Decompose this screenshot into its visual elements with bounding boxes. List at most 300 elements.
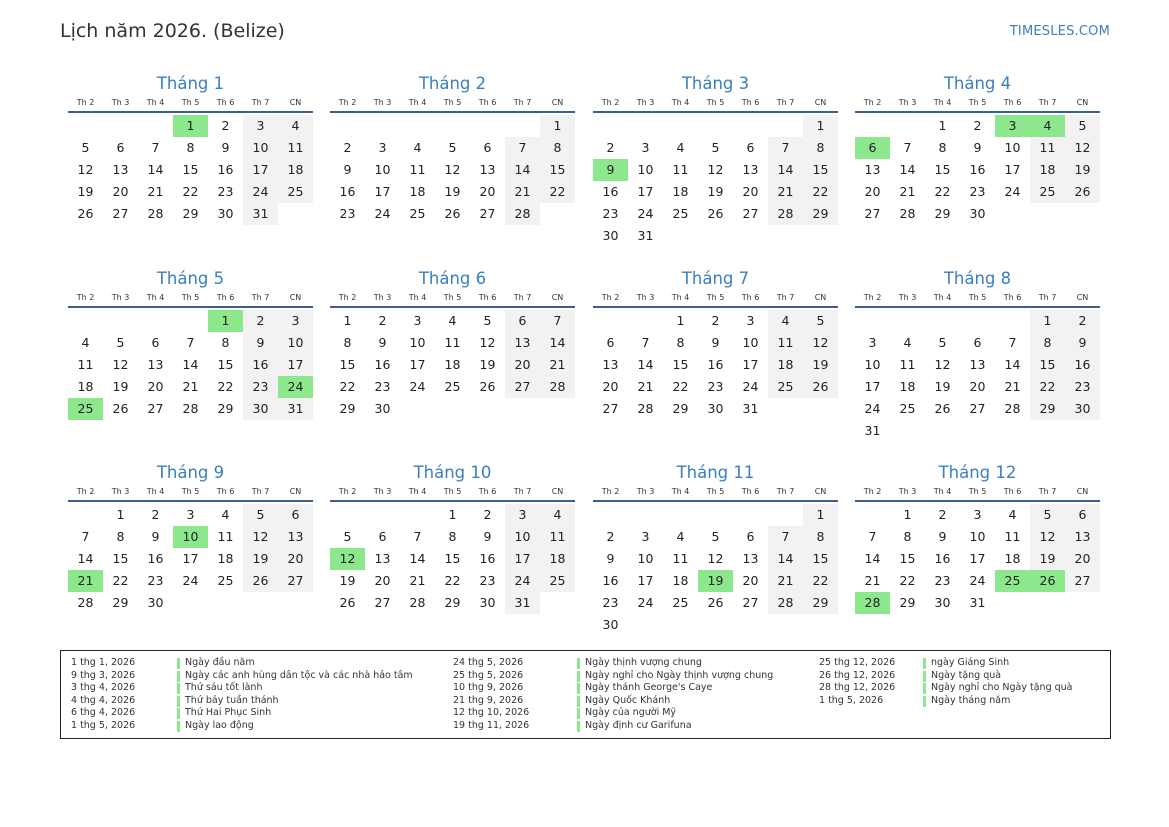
day-cell: 26	[112, 401, 129, 416]
weekday-header	[593, 97, 838, 113]
legend-item	[453, 720, 835, 733]
empty-cell	[330, 115, 365, 137]
day-cell: 24	[243, 181, 278, 203]
weekday-label: Th 7	[513, 487, 532, 496]
legend-holiday-name: Ngày Quốc Khánh	[585, 694, 671, 706]
day-cell: 25	[444, 379, 461, 394]
day-cell: 23	[243, 376, 278, 398]
weekday-label: Th 6	[741, 487, 760, 496]
legend-holiday-name: Thứ bảy tuần thánh	[185, 694, 279, 706]
day-cell: 14	[768, 548, 803, 570]
day-cell: 19	[112, 379, 129, 394]
day-cell: 3	[413, 313, 422, 328]
day-cell: 10	[637, 162, 654, 177]
day-cell: 16	[934, 551, 951, 566]
month-1	[68, 73, 313, 225]
weekday-label: Th 2	[863, 293, 882, 302]
day-cell: 17	[1004, 162, 1021, 177]
day-cell: 9	[483, 529, 492, 544]
weekday-label: Th 3	[111, 293, 130, 302]
day-cell: 24	[969, 573, 986, 588]
month-4	[855, 73, 1100, 225]
day-cell: 27	[602, 401, 619, 416]
weekday-label: Th 7	[513, 293, 532, 302]
weekday-label: Th 5	[706, 98, 725, 107]
legend-marker	[177, 658, 180, 669]
day-cell: 19	[77, 184, 94, 199]
day-cell: 11	[899, 357, 916, 372]
day-cell: 20	[479, 184, 496, 199]
legend-date: 12 thg 10, 2026	[453, 707, 530, 719]
day-cell: 20	[147, 379, 164, 394]
day-cell: 27	[1065, 570, 1100, 592]
empty-cell	[365, 504, 400, 526]
weekday-label: CN	[814, 487, 827, 496]
day-cell: 27	[742, 206, 759, 221]
day-cell: 10	[969, 529, 986, 544]
day-cell: 28	[1004, 401, 1021, 416]
day-cell: 8	[803, 137, 838, 159]
legend-marker	[177, 708, 180, 719]
day-cell: 12	[803, 332, 838, 354]
day-cell: 15	[339, 357, 356, 372]
legend-date: 6 thg 4, 2026	[71, 707, 136, 719]
weekday-label: Th 4	[933, 487, 952, 496]
empty-cell	[855, 115, 890, 137]
day-cell: 20	[742, 184, 759, 199]
day-cell: 18	[444, 357, 461, 372]
day-cell: 21	[899, 184, 916, 199]
day-cell: 20	[112, 184, 129, 199]
day-cell: 28	[505, 203, 540, 225]
day-cell: 5	[116, 335, 125, 350]
day-cell: 28	[540, 376, 575, 398]
month-8	[855, 268, 1100, 442]
day-cell: 2	[973, 118, 982, 133]
day-cell: 1	[116, 507, 125, 522]
day-cell: 28	[182, 401, 199, 416]
day-cell: 10	[864, 357, 881, 372]
day-cell: 24	[742, 379, 759, 394]
day-cell: 6	[1065, 504, 1100, 526]
day-cell: 2	[606, 140, 615, 155]
legend-item	[453, 670, 835, 683]
day-cell: 17	[969, 551, 986, 566]
day-cell: 9	[938, 529, 947, 544]
weekday-label: CN	[551, 487, 564, 496]
day-cell: 1	[938, 118, 947, 133]
day-cell: 27	[374, 595, 391, 610]
empty-cell	[960, 310, 995, 332]
day-cell: 26	[339, 595, 356, 610]
month-12	[855, 462, 1100, 614]
day-cell: 12	[934, 357, 951, 372]
holiday-legend	[60, 650, 1111, 739]
day-cell: 30	[479, 595, 496, 610]
day-cell: 31	[637, 228, 654, 243]
legend-date: 1 thg 5, 2026	[71, 719, 136, 731]
day-cell: 7	[186, 335, 195, 350]
day-cell: 21	[540, 354, 575, 376]
empty-cell	[855, 504, 890, 526]
day-cell: 3	[243, 115, 278, 137]
weekday-label: Th 5	[443, 98, 462, 107]
day-cell: 11	[409, 162, 426, 177]
day-cell: 11	[672, 551, 689, 566]
day-cell: 18	[540, 548, 575, 570]
day-cell: 17	[505, 548, 540, 570]
legend-date: 25 thg 12, 2026	[819, 657, 896, 668]
weekday-label: Th 3	[636, 293, 655, 302]
weekday-label: Th 2	[601, 293, 620, 302]
days-grid	[855, 310, 1100, 442]
weekday-label: CN	[551, 98, 564, 107]
days-grid	[593, 115, 838, 247]
month-title: Tháng 9	[156, 463, 225, 482]
legend-date: 25 thg 5, 2026	[453, 669, 524, 681]
day-cell: 22	[339, 379, 356, 394]
day-cell: 15	[672, 357, 689, 372]
day-cell: 17	[374, 184, 391, 199]
day-cell: 18	[409, 184, 426, 199]
day-cell: 23	[707, 379, 724, 394]
day-cell: 4	[903, 335, 912, 350]
legend-item	[453, 707, 835, 720]
day-cell: 27	[147, 401, 164, 416]
site-link[interactable]: TIMESLES.COM	[1009, 24, 1110, 39]
holiday-day-cell: 26	[1030, 570, 1065, 592]
legend-item	[71, 657, 435, 670]
days-grid	[593, 310, 838, 420]
weekday-label: CN	[1076, 487, 1089, 496]
day-cell: 17	[637, 184, 654, 199]
day-cell: 13	[147, 357, 164, 372]
legend-date: 1 thg 5, 2026	[819, 694, 884, 706]
day-cell: 22	[803, 570, 838, 592]
month-9	[68, 462, 313, 614]
day-cell: 3	[868, 335, 877, 350]
day-cell: 18	[672, 573, 689, 588]
day-cell: 24	[374, 206, 391, 221]
legend-holiday-name: Ngày nghỉ cho Ngày tặng quà	[931, 682, 1073, 694]
day-cell: 17	[742, 357, 759, 372]
month-title: Tháng 8	[943, 269, 1012, 288]
weekday-label: Th 3	[111, 487, 130, 496]
day-cell: 5	[938, 335, 947, 350]
day-cell: 2	[243, 310, 278, 332]
empty-cell	[68, 504, 103, 526]
day-cell: 11	[1004, 529, 1021, 544]
day-cell: 17	[864, 379, 881, 394]
days-grid	[68, 115, 313, 225]
weekday-label: Th 2	[601, 98, 620, 107]
day-cell: 30	[147, 595, 164, 610]
empty-cell	[593, 310, 628, 332]
day-cell: 7	[868, 529, 877, 544]
day-cell: 26	[707, 595, 724, 610]
legend-holiday-name: Ngày lao động	[185, 719, 254, 731]
day-cell: 2	[378, 313, 387, 328]
day-cell: 30	[602, 617, 619, 632]
holiday-day-cell: 6	[855, 137, 890, 159]
weekday-label: Th 5	[706, 487, 725, 496]
day-cell: 19	[339, 573, 356, 588]
legend-marker	[577, 696, 580, 707]
day-cell: 6	[746, 529, 755, 544]
day-cell: 9	[221, 140, 230, 155]
day-cell: 27	[505, 376, 540, 398]
weekday-label: Th 4	[933, 98, 952, 107]
day-cell: 8	[676, 335, 685, 350]
day-cell: 27	[969, 401, 986, 416]
day-cell: 15	[540, 159, 575, 181]
day-cell: 28	[77, 595, 94, 610]
day-cell: 12	[479, 335, 496, 350]
day-cell: 26	[479, 379, 496, 394]
month-title: Tháng 1	[156, 74, 225, 93]
day-cell: 30	[243, 398, 278, 420]
empty-cell	[68, 115, 103, 137]
day-cell: 27	[278, 570, 313, 592]
weekday-label: Th 4	[671, 293, 690, 302]
day-cell: 30	[707, 401, 724, 416]
weekday-label: Th 5	[968, 98, 987, 107]
legend-holiday-name: Ngày định cư Garifuna	[585, 719, 692, 731]
empty-cell	[330, 504, 365, 526]
weekday-header	[68, 97, 313, 113]
day-cell: 22	[112, 573, 129, 588]
day-cell: 16	[1065, 354, 1100, 376]
day-cell: 5	[803, 310, 838, 332]
day-cell: 6	[746, 140, 755, 155]
day-cell: 5	[81, 140, 90, 155]
day-cell: 20	[374, 573, 391, 588]
day-cell: 8	[1030, 332, 1065, 354]
day-cell: 14	[182, 357, 199, 372]
month-title: Tháng 10	[413, 463, 492, 482]
day-cell: 25	[768, 376, 803, 398]
day-cell: 19	[707, 184, 724, 199]
day-cell: 30	[217, 206, 234, 221]
day-cell: 16	[217, 162, 234, 177]
day-cell: 4	[278, 115, 313, 137]
empty-cell	[663, 115, 698, 137]
day-cell: 27	[112, 206, 129, 221]
day-cell: 16	[339, 184, 356, 199]
day-cell: 18	[77, 379, 94, 394]
day-cell: 10	[374, 162, 391, 177]
holiday-day-cell: 25	[68, 398, 103, 420]
day-cell: 14	[147, 162, 164, 177]
month-7	[593, 268, 838, 420]
day-cell: 20	[505, 354, 540, 376]
day-cell: 1	[343, 313, 352, 328]
day-cell: 11	[672, 162, 689, 177]
empty-cell	[470, 115, 505, 137]
day-cell: 22	[540, 181, 575, 203]
day-cell: 13	[374, 551, 391, 566]
holiday-day-cell: 1	[208, 310, 243, 332]
day-cell: 16	[602, 184, 619, 199]
day-cell: 31	[742, 401, 759, 416]
day-cell: 6	[278, 504, 313, 526]
empty-cell	[68, 310, 103, 332]
days-grid	[68, 504, 313, 614]
legend-holiday-name: Ngày tháng năm	[931, 694, 1011, 706]
day-cell: 21	[147, 184, 164, 199]
legend-date: 1 thg 1, 2026	[71, 657, 136, 668]
day-cell: 21	[637, 379, 654, 394]
day-cell: 4	[676, 529, 685, 544]
day-cell: 24	[637, 595, 654, 610]
day-cell: 28	[768, 203, 803, 225]
day-cell: 4	[221, 507, 230, 522]
weekday-label: Th 5	[181, 98, 200, 107]
legend-item	[819, 657, 1169, 670]
day-cell: 29	[1030, 398, 1065, 420]
weekday-label: Th 4	[671, 487, 690, 496]
day-cell: 31	[969, 595, 986, 610]
holiday-day-cell: 1	[173, 115, 208, 137]
weekday-label: Th 2	[338, 487, 357, 496]
day-cell: 10	[278, 332, 313, 354]
day-cell: 2	[938, 507, 947, 522]
weekday-label: Th 6	[216, 487, 235, 496]
weekday-label: Th 3	[898, 487, 917, 496]
month-title: Tháng 7	[681, 269, 750, 288]
day-cell: 24	[505, 570, 540, 592]
day-cell: 1	[803, 115, 838, 137]
day-cell: 23	[934, 573, 951, 588]
day-cell: 13	[969, 357, 986, 372]
month-6	[330, 268, 575, 420]
weekday-header	[855, 97, 1100, 113]
day-cell: 15	[803, 548, 838, 570]
day-cell: 8	[540, 137, 575, 159]
empty-cell	[103, 310, 138, 332]
empty-cell	[855, 310, 890, 332]
day-cell: 30	[602, 228, 619, 243]
weekday-label: Th 4	[146, 487, 165, 496]
day-cell: 28	[637, 401, 654, 416]
day-cell: 31	[243, 203, 278, 225]
day-cell: 11	[278, 137, 313, 159]
day-cell: 30	[1065, 398, 1100, 420]
day-cell: 16	[602, 573, 619, 588]
empty-cell	[663, 504, 698, 526]
day-cell: 7	[903, 140, 912, 155]
holiday-day-cell: 4	[1030, 115, 1065, 137]
day-cell: 2	[151, 507, 160, 522]
legend-holiday-name: Ngày của người Mỹ	[585, 707, 677, 719]
legend-date: 9 thg 3, 2026	[71, 669, 136, 681]
day-cell: 30	[374, 401, 391, 416]
day-cell: 23	[969, 184, 986, 199]
day-cell: 1	[448, 507, 457, 522]
day-cell: 8	[448, 529, 457, 544]
day-cell: 23	[339, 206, 356, 221]
day-cell: 14	[1004, 357, 1021, 372]
day-cell: 1	[676, 313, 685, 328]
day-cell: 19	[1065, 159, 1100, 181]
days-grid	[330, 310, 575, 420]
legend-marker	[923, 696, 926, 707]
weekday-label: Th 7	[776, 98, 795, 107]
weekday-header	[855, 292, 1100, 308]
legend-date: 28 thg 12, 2026	[819, 682, 896, 694]
weekday-label: Th 4	[671, 98, 690, 107]
weekday-label: Th 3	[636, 487, 655, 496]
day-cell: 16	[243, 354, 278, 376]
day-cell: 8	[221, 335, 230, 350]
day-cell: 29	[934, 206, 951, 221]
day-cell: 26	[243, 570, 278, 592]
day-cell: 29	[112, 595, 129, 610]
weekday-label: Th 6	[1003, 98, 1022, 107]
empty-cell	[698, 115, 733, 137]
day-cell: 26	[707, 206, 724, 221]
day-cell: 15	[899, 551, 916, 566]
day-cell: 12	[707, 551, 724, 566]
day-cell: 14	[899, 162, 916, 177]
weekday-header	[855, 486, 1100, 502]
weekday-label: Th 6	[1003, 293, 1022, 302]
day-cell: 15	[934, 162, 951, 177]
weekday-label: Th 3	[898, 98, 917, 107]
weekday-label: Th 6	[216, 293, 235, 302]
weekday-label: Th 4	[408, 98, 427, 107]
day-cell: 11	[540, 526, 575, 548]
day-cell: 20	[278, 548, 313, 570]
legend-item	[819, 695, 1169, 708]
weekday-label: Th 6	[1003, 487, 1022, 496]
day-cell: 28	[147, 206, 164, 221]
day-cell: 21	[864, 573, 881, 588]
day-cell: 3	[973, 507, 982, 522]
weekday-label: CN	[551, 293, 564, 302]
day-cell: 16	[969, 162, 986, 177]
weekday-label: Th 4	[146, 293, 165, 302]
day-cell: 5	[1065, 115, 1100, 137]
day-cell: 12	[1030, 526, 1065, 548]
empty-cell	[768, 504, 803, 526]
day-cell: 22	[444, 573, 461, 588]
weekday-label: Th 3	[111, 98, 130, 107]
day-cell: 2	[343, 140, 352, 155]
day-cell: 22	[182, 184, 199, 199]
day-cell: 13	[505, 332, 540, 354]
legend-holiday-name: Ngày nghỉ cho Ngày thịnh vượng chung	[585, 669, 774, 681]
day-cell: 3	[641, 140, 650, 155]
legend-holiday-name: Ngày thánh George's Caye	[585, 682, 713, 694]
day-cell: 21	[409, 573, 426, 588]
day-cell: 6	[483, 140, 492, 155]
day-cell: 9	[973, 140, 982, 155]
day-cell: 3	[186, 507, 195, 522]
day-cell: 24	[1004, 184, 1021, 199]
day-cell: 9	[711, 335, 720, 350]
day-cell: 4	[81, 335, 90, 350]
legend-holiday-name: Ngày đầu năm	[185, 657, 255, 668]
day-cell: 22	[672, 379, 689, 394]
month-title: Tháng 12	[938, 463, 1017, 482]
empty-cell	[733, 115, 768, 137]
legend-marker	[577, 658, 580, 669]
day-cell: 25	[278, 181, 313, 203]
day-cell: 9	[1065, 332, 1100, 354]
day-cell: 11	[77, 357, 94, 372]
legend-date: 19 thg 11, 2026	[453, 719, 530, 731]
